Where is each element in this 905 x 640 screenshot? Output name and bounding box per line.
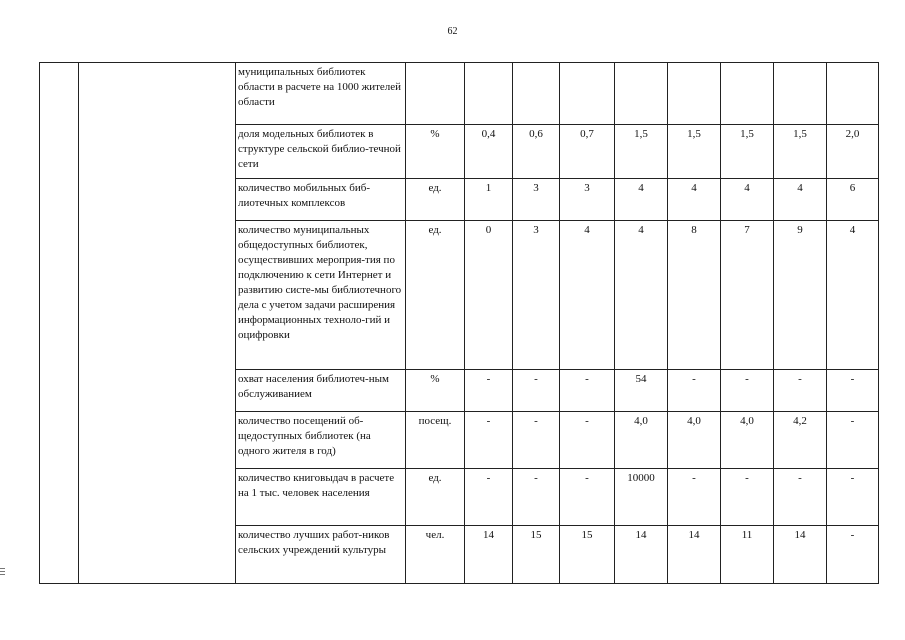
value-cell: -: [668, 370, 721, 412]
value-cell: 4: [615, 179, 668, 221]
value-cell: 14: [668, 526, 721, 584]
value-cell: -: [827, 469, 879, 526]
value-cell: [513, 63, 560, 125]
indicator-description: количество книговыдач в расчете на 1 тыс. человек населения: [236, 469, 406, 526]
unit-cell: [406, 63, 465, 125]
value-cell: 14: [615, 526, 668, 584]
indicator-table: [39, 62, 879, 584]
unit-cell: чел.: [406, 526, 465, 584]
value-cell: -: [513, 469, 560, 526]
value-cell: 15: [513, 526, 560, 584]
value-cell: [721, 63, 774, 125]
value-cell: 4: [721, 179, 774, 221]
value-cell: -: [513, 412, 560, 469]
value-cell: 4: [827, 221, 879, 370]
value-cell: 0,7: [560, 125, 615, 179]
section-name-column-cell: [79, 63, 236, 584]
value-cell: -: [560, 469, 615, 526]
unit-cell: %: [406, 125, 465, 179]
value-cell: 4: [560, 221, 615, 370]
value-cell: 0: [465, 221, 513, 370]
indicator-description: количество муниципальных общедоступных библиотек, осуществивших мероприя-тия по подключению к сети Интернет и развитию систе-мы библиотечного дела с учетом задачи расширения информационных техноло-гий и оцифровки: [236, 221, 406, 370]
value-cell: 0,6: [513, 125, 560, 179]
unit-cell: посещ.: [406, 412, 465, 469]
page-number: 62: [447, 26, 458, 37]
value-cell: 8: [668, 221, 721, 370]
value-cell: -: [465, 370, 513, 412]
value-cell: -: [774, 469, 827, 526]
value-cell: -: [465, 412, 513, 469]
indicator-description: количество мобильных биб-лиотечных комплексов: [236, 179, 406, 221]
value-cell: 4: [668, 179, 721, 221]
value-cell: 11: [721, 526, 774, 584]
indicator-description: количество посещений об-щедоступных библиотек (на одного жителя в год): [236, 412, 406, 469]
value-cell: 4,0: [668, 412, 721, 469]
value-cell: 9: [774, 221, 827, 370]
value-cell: 14: [465, 526, 513, 584]
value-cell: [615, 63, 668, 125]
value-cell: -: [560, 412, 615, 469]
indicator-description: доля модельных библиотек в структуре сельской библио-течной сети: [236, 125, 406, 179]
table-body: [40, 63, 879, 584]
value-cell: 4,2: [774, 412, 827, 469]
unit-cell: ед.: [406, 179, 465, 221]
value-cell: 4,0: [615, 412, 668, 469]
indicator-description: количество лучших работ-ников сельских учреждений культуры: [236, 526, 406, 584]
value-cell: 7: [721, 221, 774, 370]
value-cell: 2,0: [827, 125, 879, 179]
value-cell: [465, 63, 513, 125]
value-cell: 14: [774, 526, 827, 584]
value-cell: 1,5: [774, 125, 827, 179]
indicator-description: охват населения библиотеч-ным обслуживанием: [236, 370, 406, 412]
value-cell: 4,0: [721, 412, 774, 469]
value-cell: 3: [513, 179, 560, 221]
value-cell: -: [560, 370, 615, 412]
unit-cell: ед.: [406, 221, 465, 370]
value-cell: [668, 63, 721, 125]
value-cell: 10000: [615, 469, 668, 526]
value-cell: -: [827, 412, 879, 469]
value-cell: -: [827, 370, 879, 412]
value-cell: -: [513, 370, 560, 412]
value-cell: 54: [615, 370, 668, 412]
value-cell: -: [827, 526, 879, 584]
value-cell: -: [721, 469, 774, 526]
value-cell: 4: [615, 221, 668, 370]
value-cell: 3: [560, 179, 615, 221]
value-cell: 4: [774, 179, 827, 221]
value-cell: -: [668, 469, 721, 526]
unit-cell: ед.: [406, 469, 465, 526]
value-cell: -: [465, 469, 513, 526]
value-cell: [827, 63, 879, 125]
indicator-description: муниципальных библиотек области в расчете на 1000 жителей области: [236, 63, 406, 125]
value-cell: 1: [465, 179, 513, 221]
value-cell: 1,5: [668, 125, 721, 179]
value-cell: -: [721, 370, 774, 412]
value-cell: 1,5: [721, 125, 774, 179]
value-cell: [774, 63, 827, 125]
value-cell: [560, 63, 615, 125]
value-cell: 3: [513, 221, 560, 370]
value-cell: 6: [827, 179, 879, 221]
value-cell: 15: [560, 526, 615, 584]
number-column-cell: [40, 63, 79, 584]
value-cell: 0,4: [465, 125, 513, 179]
value-cell: 1,5: [615, 125, 668, 179]
unit-cell: %: [406, 370, 465, 412]
table-row: [40, 63, 879, 125]
scan-margin-mark: [0, 568, 5, 577]
value-cell: -: [774, 370, 827, 412]
